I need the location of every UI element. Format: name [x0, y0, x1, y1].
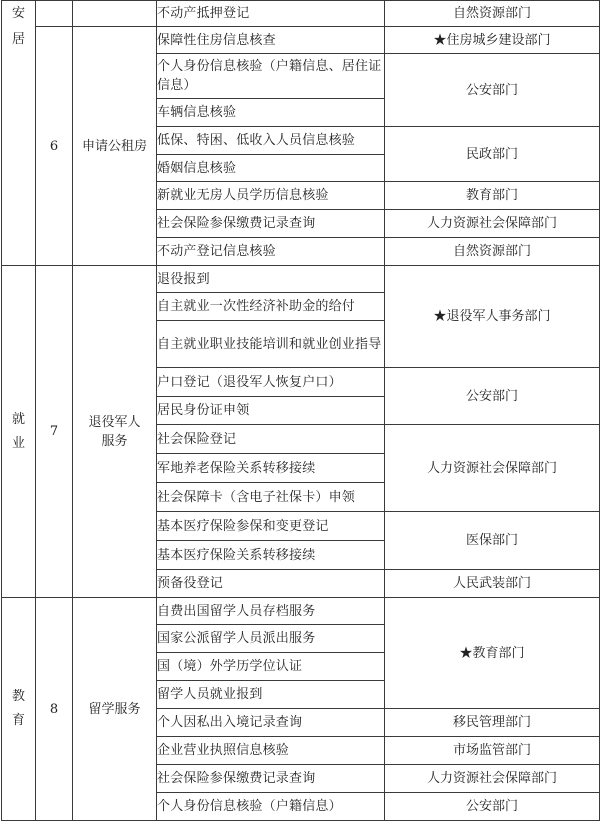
- item-cell: 社会保险参保缴费记录查询: [157, 765, 385, 793]
- item-cell: 社会保障卡（含电子社保卡）申领: [157, 483, 385, 512]
- department-cell: 自然资源部门: [385, 1, 600, 27]
- service-table: [1, 0, 600, 821]
- item-cell: 不动产登记信息核验: [157, 238, 385, 266]
- category-char: 就: [11, 411, 25, 427]
- service-cell: 留学服务: [73, 598, 157, 821]
- number-cell: 7: [36, 266, 73, 598]
- category-cell-jiaoyu: [2, 598, 36, 821]
- item-cell: 留学人员就业报到: [157, 681, 385, 709]
- number-cell-empty: [36, 1, 73, 27]
- department-cell: 移民管理部门: [385, 709, 600, 737]
- item-cell: 个人身份信息核验（户籍信息）: [157, 793, 385, 821]
- department-cell: 人力资源社会保障部门: [385, 425, 600, 512]
- item-cell: 基本医疗保险关系转移接续: [157, 541, 385, 570]
- item-cell: 户口登记（退役军人恢复户口）: [157, 368, 385, 397]
- category-char: 业: [11, 435, 25, 451]
- department-cell: 人力资源社会保障部门: [385, 210, 600, 238]
- item-cell: 个人因私出入境记录查询: [157, 709, 385, 737]
- category-char: 居: [11, 32, 25, 47]
- item-cell: 社会保险参保缴费记录查询: [157, 210, 385, 238]
- department-cell: 公安部门: [385, 793, 600, 821]
- number-cell: 8: [36, 598, 73, 821]
- department-cell: 民政部门: [385, 127, 600, 182]
- item-cell: 低保、特困、低收入人员信息核验: [157, 127, 385, 155]
- department-cell: ★退役军人事务部门: [385, 266, 600, 368]
- item-cell: 退役报到: [157, 266, 385, 293]
- item-cell: 基本医疗保险参保和变更登记: [157, 512, 385, 541]
- item-cell: 社会保险登记: [157, 425, 385, 454]
- service-cell: 退役军人服务: [73, 266, 157, 598]
- item-cell: 预备役登记: [157, 570, 385, 598]
- item-cell: 自费出国留学人员存档服务: [157, 598, 385, 625]
- department-cell: ★教育部门: [385, 598, 600, 709]
- service-cell-empty: [73, 1, 157, 27]
- item-cell: 车辆信息核验: [157, 99, 385, 127]
- category-cell-jiuye: [2, 266, 36, 598]
- category-char: 安: [11, 6, 25, 21]
- department-cell: 公安部门: [385, 54, 600, 127]
- item-cell: 自主就业职业技能培训和就业创业指导: [157, 321, 385, 368]
- item-cell: 个人身份信息核验（户籍信息、居住证信息）: [157, 54, 385, 99]
- item-cell: 自主就业一次性经济补助金的给付: [157, 293, 385, 321]
- item-cell: 居民身份证申领: [157, 397, 385, 425]
- item-cell: 军地养老保险关系转移接续: [157, 454, 385, 483]
- item-cell: 不动产抵押登记: [157, 1, 385, 27]
- category-cell-anju: [2, 1, 36, 266]
- department-cell: 人民武装部门: [385, 570, 600, 598]
- category-char: 育: [11, 713, 25, 728]
- category-char: 教: [11, 689, 25, 704]
- department-cell: 自然资源部门: [385, 238, 600, 266]
- item-cell: 保障性住房信息核查: [157, 27, 385, 54]
- department-cell: 教育部门: [385, 182, 600, 210]
- department-cell: 医保部门: [385, 512, 600, 570]
- item-cell: 国（境）外学历学位认证: [157, 653, 385, 681]
- item-cell: 新就业无房人员学历信息核验: [157, 182, 385, 210]
- item-cell: 婚姻信息核验: [157, 155, 385, 182]
- item-cell: 国家公派留学人员派出服务: [157, 625, 385, 653]
- department-cell: 公安部门: [385, 368, 600, 425]
- service-cell: 申请公租房: [73, 27, 157, 266]
- department-cell: ★住房城乡建设部门: [385, 27, 600, 54]
- number-cell: 6: [36, 27, 73, 266]
- department-cell: 市场监管部门: [385, 737, 600, 765]
- department-cell: 人力资源社会保障部门: [385, 765, 600, 793]
- item-cell: 企业营业执照信息核验: [157, 737, 385, 765]
